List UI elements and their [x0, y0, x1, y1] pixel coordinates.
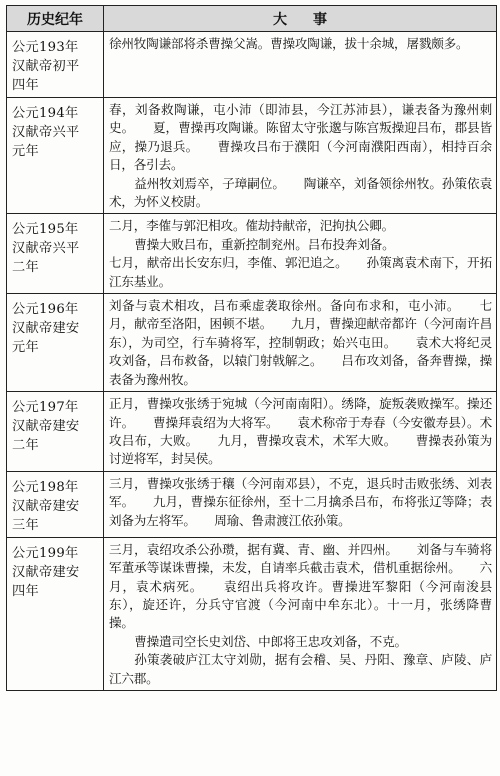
year-line: 二年 — [12, 438, 39, 454]
events-cell — [104, 294, 497, 392]
table-body — [7, 32, 497, 691]
year-line: 汉献帝兴平 — [12, 241, 80, 257]
events-cell — [104, 471, 497, 537]
event-paragraph: 正月，曹操攻张绣于宛城（今河南南阳）。绣降，旋叛袭败操军。操还许。 曹操拜袁绍为大将军。 袁术称帝于寿春（今安徽寿县）。术攻吕布，大败。 九月，曹操攻袁术，术军大败。 曹操表孙策为讨逆将军，封吴侯。 — [109, 396, 492, 467]
year-line: 三年 — [12, 517, 39, 533]
table-row — [7, 214, 497, 294]
event-paragraph: 二月，李傕与郭汜相攻。傕劫持献帝，汜拘执公卿。 — [109, 218, 395, 234]
table-row — [7, 537, 497, 690]
header-row — [7, 6, 497, 32]
event-paragraph: 三月，袁绍攻杀公孙瓒，据有冀、青、幽、并四州。 刘备与车骑将军董承等谋诛曹操，未发，自请率兵截击袁术，借机重据徐州。 六月，袁术病死。 袁绍出兵将攻许。曹操进军黎阳（今河南浚县东），旋还许，分兵守官渡（今河南中牟东北）。十一月，张绣降曹操。 — [109, 541, 492, 631]
year-line: 汉献帝建安 — [12, 321, 80, 337]
year-line: 元年 — [12, 340, 39, 356]
year-line: 公元197年 — [12, 400, 79, 416]
year-cell — [7, 537, 104, 690]
year-line: 公元198年 — [12, 479, 79, 495]
year-line: 汉献帝建安 — [12, 498, 80, 514]
event-paragraph: 孙策袭破庐江太守刘勋，据有会稽、吴、丹阳、豫章、庐陵、庐江六郡。 — [109, 652, 492, 686]
table-row — [7, 98, 497, 214]
year-line: 公元193年 — [12, 40, 79, 55]
events-cell — [104, 98, 497, 214]
year-cell — [7, 98, 104, 214]
year-cell — [7, 471, 104, 537]
events-cell — [104, 537, 497, 690]
event-paragraph: 春，刘备救陶谦，屯小沛（即沛县，今江苏沛县），谦表备为豫州刺史。 夏，曹操再攻陶谦。陈留太守张邈与陈宫叛操迎吕布，郡县皆应，操乃退兵。 曹操攻吕布于濮阳（今河南濮阳西南），相持百余日，各引去。 — [109, 102, 492, 173]
year-line: 四年 — [12, 78, 39, 93]
year-line: 四年 — [12, 583, 39, 599]
chronicle-table — [6, 5, 497, 691]
event-paragraph: 三月，曹操攻张绣于穰（今河南邓县），不克，退兵时击败张绣、刘表军。 九月，曹操东征徐州，至十二月擒杀吕布，布将张辽等降；表刘备为左将军。 周瑜、鲁肃渡江依孙策。 — [109, 475, 492, 528]
year-line: 汉献帝初平 — [12, 59, 80, 74]
event-paragraph: 益州牧刘焉卒，子璋嗣位。 陶谦卒，刘备领徐州牧。孙策依袁术，为怀义校尉。 — [109, 175, 492, 210]
year-line: 汉献帝建安 — [12, 564, 80, 580]
header-year: 历史纪年 — [7, 6, 104, 32]
event-paragraph: 曹操遣司空长史刘岱、中郎将王忠攻刘备，不克。 — [134, 633, 407, 649]
year-cell — [7, 214, 104, 294]
event-paragraph: 刘备与袁术相攻，吕布乘虚袭取徐州。备向布求和，屯小沛。 七月，献帝至洛阳，困顿不堪。 九月，曹操迎献帝都许（今河南许昌东），为司空，行车骑将军，控制朝政；始兴屯田。 袁术大将纪灵攻刘备，吕布救备，以辕门射戟解之。 吕布攻刘备，备奔曹操，操表备为豫州牧。 — [109, 298, 492, 387]
event-paragraph: 七月，献帝出长安东归，李傕、郭汜追之。 孙策离袁术南下，开拓江东基业。 — [109, 255, 492, 289]
table-row — [7, 392, 497, 472]
header-events: 大事 — [104, 6, 497, 32]
year-line: 公元199年 — [12, 545, 79, 561]
year-line: 公元195年 — [12, 222, 79, 238]
year-line: 元年 — [12, 144, 39, 159]
event-paragraph: 徐州牧陶谦部将杀曹操父嵩。曹操攻陶谦，拔十余城，屠戮颇多。 — [109, 36, 469, 51]
year-cell — [7, 32, 104, 98]
year-cell — [7, 392, 104, 472]
table-row — [7, 471, 497, 537]
year-cell — [7, 294, 104, 392]
year-line: 公元196年 — [12, 302, 79, 318]
events-cell — [104, 32, 497, 98]
year-line: 汉献帝兴平 — [12, 125, 80, 140]
events-cell — [104, 214, 497, 294]
table-row — [7, 32, 497, 98]
table-row — [7, 294, 497, 392]
year-line: 二年 — [12, 260, 39, 276]
events-cell — [104, 392, 497, 472]
year-line: 公元194年 — [12, 106, 79, 121]
year-line: 汉献帝建安 — [12, 419, 80, 435]
event-paragraph: 曹操大败吕布，重新控制兖州。吕布投奔刘备。 — [134, 236, 395, 252]
